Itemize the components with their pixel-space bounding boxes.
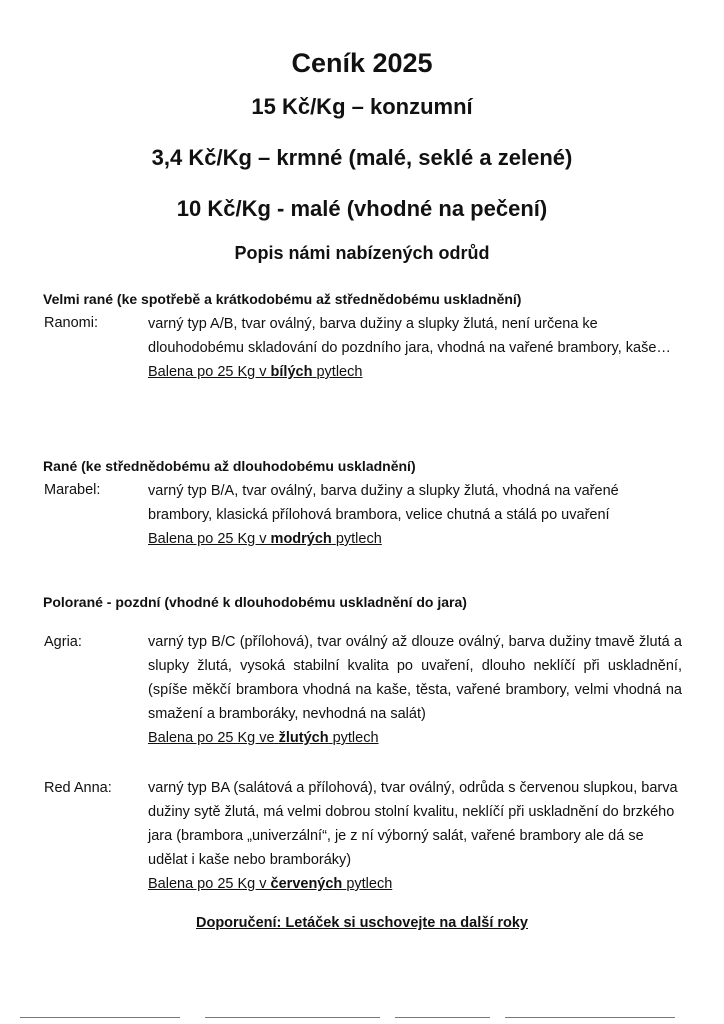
variety-name-marabel: Marabel: [44, 482, 101, 498]
description-text: varný typ B/A, tvar oválný, barva dužiny a slupky žlutá, vhodná na vařené brambory, klasická přílohová brambora, velice chutná a stálá po uvaření [148, 483, 619, 523]
pack-suffix: pytlech [346, 876, 393, 892]
packaging-note-red-anna [148, 872, 678, 896]
varieties-subtitle: Popis námi nabízených odrůd [234, 243, 490, 263]
page-title: Ceník 2025 [291, 48, 433, 78]
variety-description-marabel [148, 479, 668, 551]
section-heading-polorane-pozdni: Polorané - pozdní (vhodné k dlouhodobému uskladnění do jara) [43, 594, 467, 610]
packaging-note-marabel [148, 527, 668, 551]
description-text: varný typ B/C (přílohová), tvar oválný až dlouze oválný, barva dužiny tmavě žlutá a slupky žlutá, vysoká stabilní kvalita po uvaření, dlouho neklíčí při uskladnění, (spíše měkčí brambora vhodná na kaše, těsta, vařené brambory, velmi vhodná na smažení a bramboráky, nevhodná na salát) [148, 634, 682, 722]
price-krmne: 3,4 Kč/Kg – krmné (malé, seklé a zelené) [151, 145, 573, 170]
pack-suffix: pytlech [332, 730, 379, 746]
pack-prefix: Balena po 25 Kg v [148, 876, 267, 892]
packaging-note-agria [148, 726, 682, 750]
price-male: 10 Kč/Kg - malé (vhodné na pečení) [176, 196, 548, 221]
variety-description-agria [148, 630, 682, 750]
pack-color: modrých [270, 531, 332, 547]
variety-name-red-anna: Red Anna: [44, 780, 112, 796]
description-text: varný typ A/B, tvar oválný, barva dužiny a slupky žlutá, není určena ke dlouhodobému skladování do pozdního jara, vhodná na vařené brambory, kaše… [148, 316, 671, 356]
variety-name-agria: Agria: [44, 634, 82, 650]
variety-name-ranomi: Ranomi: [44, 315, 98, 331]
variety-description-ranomi [148, 312, 676, 384]
pack-suffix: pytlech [316, 364, 363, 380]
section-heading-rane: Rané (ke střednědobému až dlouhodobému uskladnění) [43, 458, 416, 474]
pack-prefix: Balena po 25 Kg v [148, 364, 267, 380]
section-heading-velmi-rane: Velmi rané (ke spotřebě a krátkodobému až střednědobému uskladnění) [43, 291, 522, 307]
pack-suffix: pytlech [335, 531, 382, 547]
pack-color: bílých [270, 364, 313, 380]
variety-description-red-anna [148, 776, 678, 896]
scan-edge-artifact [0, 1017, 724, 1021]
pack-prefix: Balena po 25 Kg ve [148, 730, 275, 746]
packaging-note-ranomi [148, 360, 676, 384]
pack-prefix: Balena po 25 Kg v [148, 531, 267, 547]
pack-color: žlutých [278, 730, 329, 746]
description-text: varný typ BA (salátová a přílohová), tvar oválný, odrůda s červenou slupkou, barva dužiny sytě žlutá, má velmi dobrou stolní kvalitu, neklíčí při uskladnění do brzkého jara (brambora „univerzální“, je z ní výborný salát, vařené brambory ale dá se udělat i kaše nebo bramboráky) [148, 780, 678, 868]
pack-color: červených [270, 876, 343, 892]
recommendation-note: Doporučení: Letáček si uschovejte na další roky [196, 915, 528, 931]
price-konzumni: 15 Kč/Kg – konzumní [251, 94, 473, 119]
